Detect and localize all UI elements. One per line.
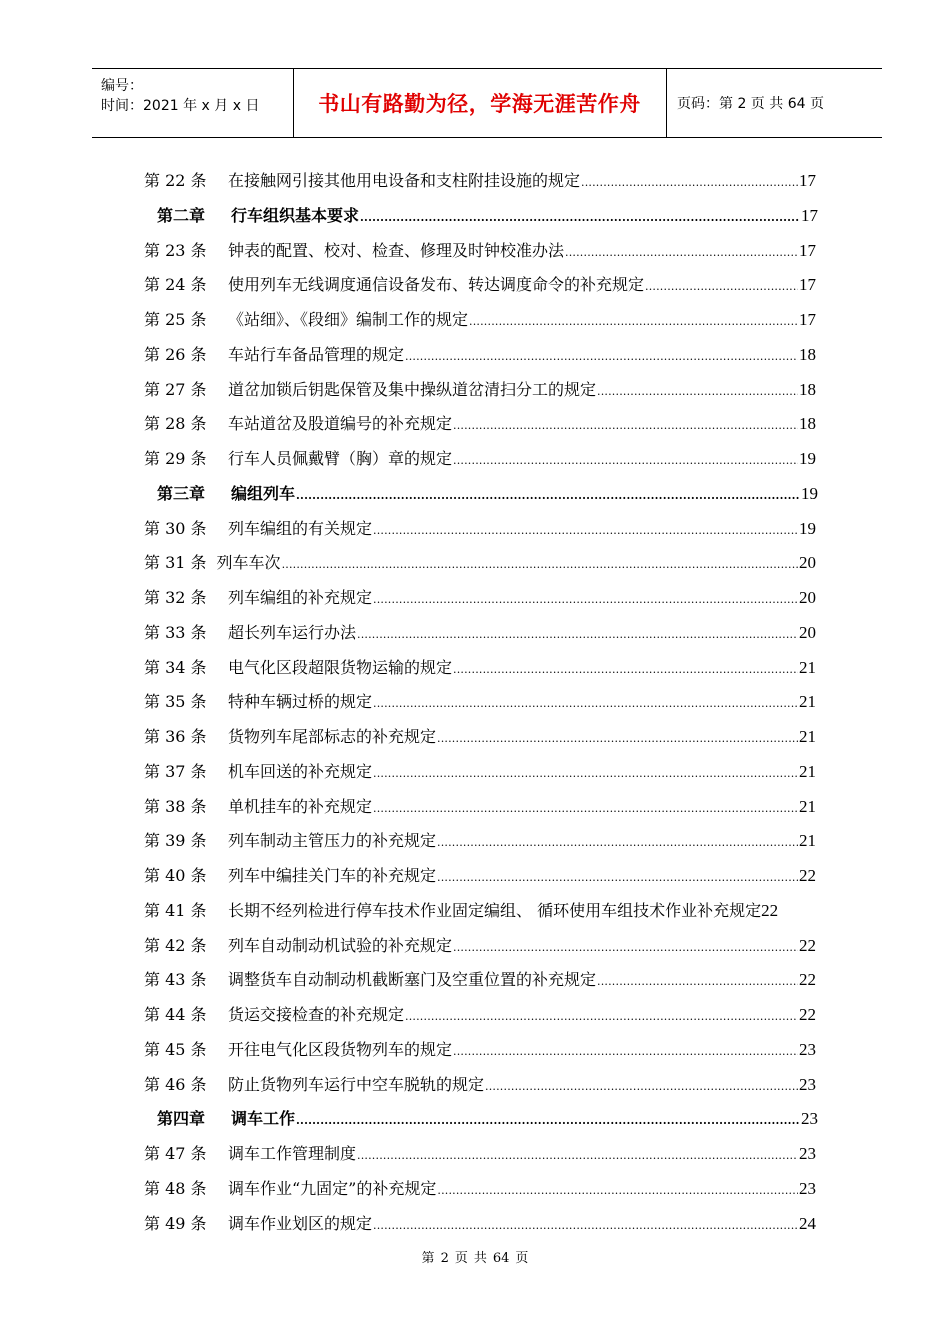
toc-entry-title: 调车工作 (231, 1109, 296, 1129)
toc-article-entry[interactable] (144, 898, 884, 922)
toc-entry-page: 18 (799, 414, 816, 434)
toc-article-entry[interactable] (144, 1002, 816, 1026)
toc-entry-page: 20 (799, 588, 816, 607)
toc-dot-leader (437, 1184, 798, 1197)
toc-dot-leader (453, 663, 798, 676)
toc-article-entry[interactable] (144, 1176, 816, 1200)
toc-entry-page: 21 (799, 692, 816, 712)
toc-entry-page: 18 (799, 344, 816, 364)
toc-entry-title: 货运交接检查的补充规定 (228, 1005, 405, 1024)
toc-dot-leader (373, 1219, 798, 1232)
toc-entry-title: 长期不经列检进行停车技术作业固定编组、 循环使用车组技术作业补充规定 (228, 900, 762, 920)
toc-entry-page: 20 (799, 553, 816, 573)
toc-article-entry[interactable] (144, 411, 816, 435)
toc-article-entry[interactable] (144, 1141, 816, 1165)
toc-dot-leader (453, 419, 798, 432)
toc-entry-number: 第 47 条 (144, 1144, 207, 1163)
toc-entry-page: 24 (799, 1213, 816, 1233)
toc-entry-number: 第二章 (157, 205, 206, 225)
toc-entry-title: 列车自动制动机试验的补充规定 (228, 935, 453, 955)
toc-dot-leader (469, 315, 798, 328)
toc-entry-page: 22 (799, 1005, 816, 1024)
toc-entry-title: 列车编组的有关规定 (228, 518, 373, 538)
toc-article-entry[interactable] (144, 1037, 816, 1061)
toc-entry-title: 在接触网引接其他用电设备和支柱附挂设施的规定 (228, 171, 581, 190)
toc-entry-number: 第 25 条 (144, 310, 207, 329)
document-time: 时间：2021 年 x 月 x 日 (101, 98, 260, 114)
toc-entry-number: 第 26 条 (144, 344, 207, 364)
toc-dot-leader (373, 767, 798, 780)
toc-entry-number: 第 27 条 (144, 379, 207, 399)
toc-chapter-entry[interactable] (157, 481, 818, 505)
toc-dot-leader (597, 975, 798, 988)
toc-entry-page: 19 (799, 449, 816, 468)
toc-article-entry[interactable] (144, 828, 816, 852)
toc-dot-leader (453, 454, 798, 467)
toc-entry-number: 第 28 条 (144, 414, 207, 434)
toc-article-entry[interactable] (144, 516, 816, 540)
toc-entry-title: 《站细》、《段细》编制工作的规定 (228, 310, 469, 329)
toc-entry-title: 防止货物列车运行中空车脱轨的规定 (228, 1074, 485, 1094)
toc-entry-title: 电气化区段超限货物运输的规定 (228, 657, 453, 677)
toc-entry-page: 17 (799, 171, 816, 190)
toc-entry-title: 道岔加锁后钥匙保管及集中操纵道岔清扫分工的规定 (228, 379, 597, 399)
footer-word: 共 (473, 1251, 487, 1266)
toc-entry-title: 单机挂车的补充规定 (228, 796, 373, 816)
toc-entry-number: 第 39 条 (144, 831, 207, 851)
toc-entry-page: 21 (799, 727, 816, 746)
toc-article-entry[interactable] (144, 446, 816, 470)
toc-article-entry[interactable] (144, 238, 816, 262)
toc-entry-number: 第 42 条 (144, 935, 207, 955)
toc-entry-number: 第 49 条 (144, 1213, 207, 1233)
toc-entry-title: 调车作业“九固定”的补充规定 (228, 1178, 437, 1198)
header-meta-cell (92, 69, 294, 137)
header-page-cell (667, 69, 882, 137)
toc-entry-number: 第 37 条 (144, 761, 207, 781)
toc-entry-number: 第 23 条 (144, 240, 207, 260)
toc-dot-leader (597, 385, 798, 398)
toc-entry-page: 20 (799, 622, 816, 642)
toc-entry-number: 第 30 条 (144, 518, 207, 538)
toc-entry-title: 列车车次 (216, 553, 281, 573)
toc-entry-title: 车站道岔及股道编号的补充规定 (228, 414, 453, 434)
toc-entry-number: 第三章 (157, 483, 206, 503)
toc-dot-leader (437, 732, 798, 745)
toc-entry-number: 第 43 条 (144, 970, 207, 990)
toc-dot-leader (373, 802, 798, 815)
page-footer (0, 1247, 950, 1266)
toc-entry-page: 17 (799, 240, 816, 260)
document-header (92, 68, 882, 138)
toc-entry-title: 列车中编挂关门车的补充规定 (228, 866, 437, 885)
toc-entry-title: 编组列车 (231, 483, 296, 503)
toc-entry-page: 17 (799, 310, 816, 329)
toc-article-entry[interactable] (144, 307, 816, 331)
toc-article-entry[interactable] (144, 933, 816, 957)
toc-dot-leader (357, 628, 798, 641)
toc-dot-leader (565, 246, 798, 259)
footer-total-pages: 64 (492, 1251, 510, 1266)
toc-entry-title: 调整货车自动制动机截断塞门及空重位置的补充规定 (228, 970, 597, 990)
toc-article-entry[interactable] (144, 550, 816, 574)
toc-dot-leader (357, 1149, 798, 1162)
toc-entry-number: 第 35 条 (144, 692, 207, 712)
toc-entry-number: 第 40 条 (144, 866, 207, 885)
toc-article-entry[interactable] (144, 377, 816, 401)
toc-article-entry[interactable] (144, 272, 816, 296)
toc-entry-page: 22 (799, 970, 816, 990)
toc-article-entry[interactable] (144, 863, 816, 887)
toc-entry-title: 开往电气化区段货物列车的规定 (228, 1039, 453, 1059)
toc-entry-number: 第 34 条 (144, 657, 207, 677)
toc-entry-page: 23 (799, 1178, 816, 1198)
toc-entry-title: 列车制动主管压力的补充规定 (228, 831, 437, 851)
toc-entry-number: 第 41 条 (144, 900, 207, 920)
toc-dot-leader (373, 697, 798, 710)
toc-article-entry[interactable] (144, 1072, 816, 1096)
toc-entry-page: 22 (761, 900, 779, 920)
toc-dot-leader (453, 941, 798, 954)
toc-entry-page: 18 (799, 379, 816, 399)
toc-entry-number: 第 32 条 (144, 588, 207, 607)
footer-word: 第 (421, 1251, 435, 1266)
toc-entry-title: 行车人员佩戴臂（胸）章的规定 (228, 449, 453, 468)
toc-article-entry[interactable] (144, 967, 816, 991)
toc-dot-leader (296, 1114, 800, 1127)
toc-entry-number: 第 45 条 (144, 1039, 207, 1059)
toc-chapter-entry[interactable] (157, 1106, 818, 1130)
toc-entry-title: 调车工作管理制度 (228, 1144, 357, 1163)
toc-entry-page: 19 (801, 483, 818, 503)
toc-entry-number: 第 36 条 (144, 727, 207, 746)
toc-entry-number: 第 33 条 (144, 622, 207, 642)
toc-entry-number: 第 29 条 (144, 449, 207, 468)
toc-entry-title: 行车组织基本要求 (231, 205, 360, 225)
toc-entry-number: 第 44 条 (144, 1005, 207, 1024)
toc-dot-leader (405, 350, 798, 363)
header-motto: 书山有路勤为径，学海无涯苦作舟 (318, 92, 641, 116)
toc-entry-page: 22 (799, 935, 816, 955)
toc-entry-page: 21 (799, 657, 816, 677)
toc-entry-page: 23 (799, 1144, 816, 1163)
toc-entry-title: 列车编组的补充规定 (228, 588, 373, 607)
toc-article-entry[interactable] (144, 689, 816, 713)
toc-entry-page: 21 (799, 761, 816, 781)
toc-dot-leader (373, 524, 798, 537)
toc-article-entry[interactable] (144, 342, 816, 366)
toc-entry-number: 第 24 条 (144, 275, 207, 295)
toc-entry-page: 23 (799, 1039, 816, 1059)
toc-entry-page: 17 (801, 205, 818, 225)
toc-entry-number: 第 31 条 (144, 553, 207, 573)
toc-entry-number: 第 38 条 (144, 796, 207, 816)
toc-article-entry[interactable] (144, 759, 816, 783)
toc-article-entry[interactable] (144, 655, 816, 679)
toc-dot-leader (437, 871, 798, 884)
toc-entry-page: 23 (801, 1109, 818, 1129)
toc-entry-page: 21 (799, 831, 816, 851)
footer-current-page: 2 (440, 1251, 449, 1266)
toc-entry-title: 车站行车备品管理的规定 (228, 344, 405, 364)
toc-dot-leader (437, 836, 798, 849)
toc-entry-number: 第 48 条 (144, 1178, 207, 1198)
toc-dot-leader (373, 593, 798, 606)
toc-entry-number: 第四章 (157, 1109, 206, 1129)
footer-word: 页 (515, 1251, 529, 1266)
toc-dot-leader (581, 176, 798, 189)
toc-entry-page: 21 (799, 796, 816, 816)
toc-entry-title: 货物列车尾部标志的补充规定 (228, 727, 437, 746)
toc-article-entry[interactable] (144, 168, 816, 192)
header-motto-cell (293, 69, 667, 137)
toc-entry-number: 第 22 条 (144, 171, 207, 190)
toc-article-entry[interactable] (144, 620, 816, 644)
toc-entry-page: 23 (799, 1074, 816, 1094)
toc-article-entry[interactable] (144, 1211, 816, 1235)
toc-entry-title: 钟表的配置、校对、检查、修理及时钟校准办法 (228, 240, 565, 260)
toc-dot-leader (282, 558, 798, 571)
toc-entry-number: 第 46 条 (144, 1074, 207, 1094)
header-page-info: 页码：第 2 页 共 64 页 (677, 96, 824, 112)
document-code-label: 编号： (101, 78, 143, 94)
toc-dot-leader (485, 1080, 798, 1093)
toc-entry-title: 特种车辆过桥的规定 (228, 692, 373, 712)
toc-dot-leader (296, 489, 800, 502)
toc-article-entry[interactable] (144, 794, 816, 818)
toc-entry-title: 机车回送的补充规定 (228, 761, 373, 781)
toc-dot-leader (360, 211, 800, 224)
toc-entry-page: 19 (799, 518, 816, 538)
toc-entry-title: 超长列车运行办法 (228, 622, 357, 642)
footer-word: 页 (454, 1251, 468, 1266)
toc-chapter-entry[interactable] (157, 203, 818, 227)
toc-dot-leader (645, 280, 798, 293)
toc-article-entry[interactable] (144, 585, 816, 609)
toc-entry-title: 调车作业划区的规定 (228, 1213, 373, 1233)
toc-dot-leader (405, 1010, 798, 1023)
toc-entry-page: 22 (799, 866, 816, 885)
toc-dot-leader (453, 1045, 798, 1058)
toc-entry-page: 17 (799, 275, 816, 295)
toc-entry-title: 使用列车无线调度通信设备发布、转达调度命令的补充规定 (228, 275, 645, 295)
toc-article-entry[interactable] (144, 724, 816, 748)
